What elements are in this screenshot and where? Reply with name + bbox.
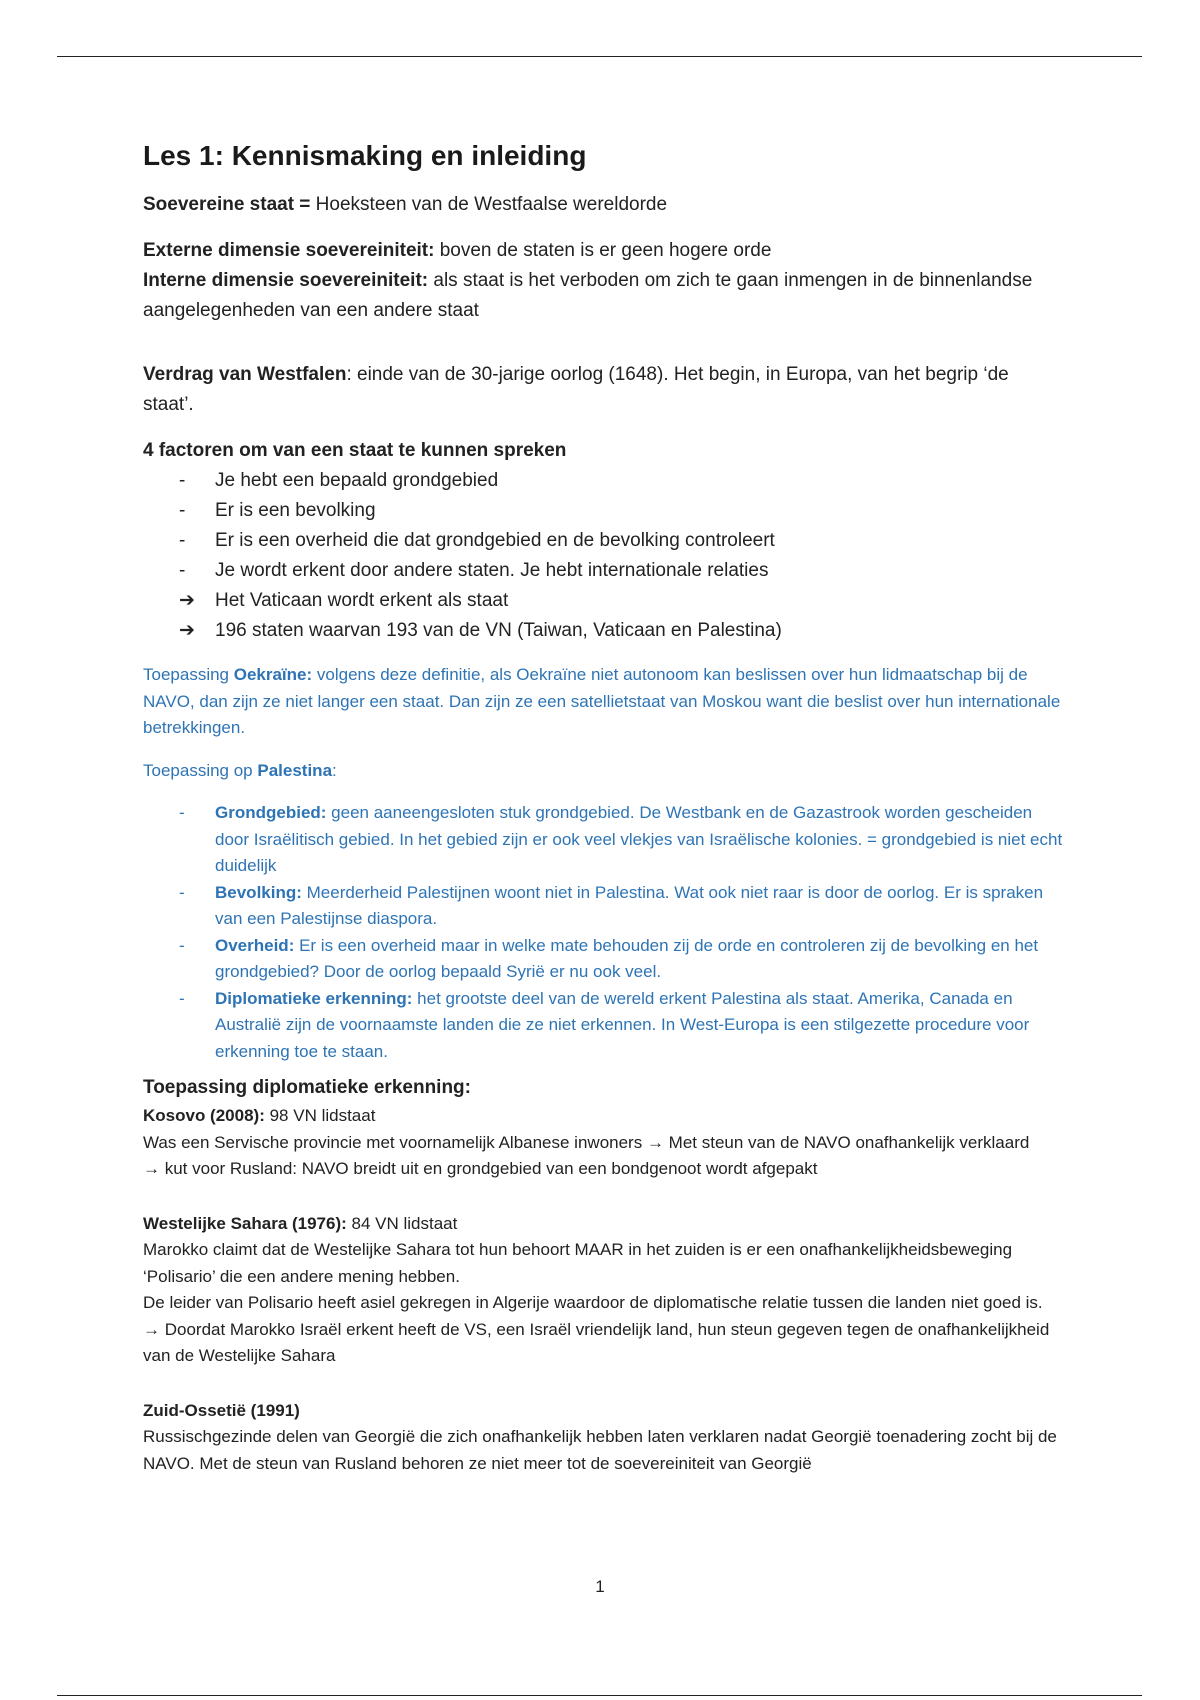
term: Soevereine staat =	[143, 194, 311, 215]
toepassing-palestina-heading: Toepassing op Palestina:	[143, 760, 337, 780]
externe-dimensie: Externe dimensie soevereiniteit: boven de staten is er geen hogere orde	[143, 240, 772, 261]
list-item: - Er is een overheid die dat grondgebied en de bevolking controleert	[179, 530, 775, 551]
footer-rule	[57, 1695, 1142, 1696]
list-item: - Er is een bevolking	[179, 500, 376, 521]
palestina-list	[143, 800, 1063, 1065]
ossetie-heading: Zuid-Ossetië (1991)	[143, 1400, 300, 1420]
factoren-heading: 4 factoren om van een staat te kunnen spreken	[143, 440, 567, 461]
soevereine-staat-definition: Soevereine staat = Hoeksteen van de Westfaalse wereldorde	[143, 194, 668, 215]
sahara-text: De leider van Polisario heeft asiel gekregen in Algerije waardoor de diplomatische relatie tussen die landen niet goed is.	[143, 1293, 1043, 1312]
list-item: - Bevolking: Meerderheid Palestijnen woont niet in Palestina. Wat ook niet raar is door de oorlog. Er is spraken van een Palestijnse diaspora.	[179, 882, 1044, 928]
sahara-arrow: → Doordat Marokko Israël erkent heeft de VS, een Israël vriendelijk land, hun steun gegeven tegen de onafhankelijkheid van de Westelijke Sahara	[143, 1319, 1050, 1365]
list-item: - Je hebt een bepaald grondgebied	[179, 470, 499, 491]
list-item: - Diplomatieke erkenning: het grootste deel van de wereld erkent Palestina als staat. Amerika, Canada en Australië zijn de voornaamste landen die ze niet erkennen. In West-Europa is een stilgezette procedure voor erkenning toe te staan.	[179, 988, 1030, 1061]
toepassing-oekraine: Toepassing Oekraïne: volgens deze definitie, als Oekraïne niet autonoom kan beslissen over hun lidmaatschap bij de NAVO, dan zijn ze niet langer een staat. Dan zijn ze een satellietstaat van Moskou want die beslist over hun internationale betrekkingen.	[143, 665, 1061, 737]
interne-dimensie: Interne dimensie soevereiniteit: als staat is het verboden om zich te gaan inmengen in de binnenlandse aangelegenheden van een andere staat	[143, 270, 1033, 321]
arrow-item: ➔ Het Vaticaan wordt erkent als staat	[143, 586, 1063, 616]
sahara-heading: Westelijke Sahara (1976): 84 VN lidstaat	[143, 1213, 458, 1233]
arrow-icon: ➔	[179, 620, 195, 641]
list-item: - Je wordt erkent door andere staten. Je hebt internationale relaties	[179, 560, 769, 581]
page-title: Les 1: Kennismaking en inleiding	[143, 140, 587, 171]
diplomatieke-erkenning-heading: Toepassing diplomatieke erkenning:	[143, 1077, 471, 1098]
ossetie-text: Russischgezinde delen van Georgië die zich onafhankelijk hebben laten verklaren nadat Georgië toenadering zocht bij de NAVO. Met de steun van Rusland behoren ze niet meer tot de soevereiniteit van Georgië	[143, 1427, 1057, 1473]
verdrag-van-westfalen: Verdrag van Westfalen: einde van de 30-jarige oorlog (1648). Het begin, in Europa, van het begrip ‘de staat’.	[143, 364, 1009, 415]
page-content	[143, 140, 1063, 1477]
arrow-icon: ➔	[179, 590, 195, 611]
sahara-text: Marokko claimt dat de Westelijke Sahara tot hun behoort MAAR in het zuiden is er een onafhankelijkheidsbeweging ‘Polisario’ die een andere mening hebben.	[143, 1240, 1013, 1286]
kosovo-heading: Kosovo (2008): 98 VN lidstaat	[143, 1106, 376, 1125]
kosovo-text: Was een Servische provincie met voornamelijk Albanese inwoners → Met steun van de NAVO onafhankelijk verklaard	[143, 1132, 1030, 1152]
arrow-item: ➔ 196 staten waarvan 193 van de VN (Taiwan, Vaticaan en Palestina)	[143, 616, 1063, 646]
kosovo-arrow: → kut voor Rusland: NAVO breidt uit en grondgebied van een bondgenoot wordt afgepakt	[143, 1159, 818, 1178]
page-number: 1	[595, 1577, 605, 1596]
header-rule	[57, 56, 1142, 57]
list-item: - Grondgebied: geen aaneengesloten stuk grondgebied. De Westbank en de Gazastrook worden gescheiden door Israëlitisch gebied. In het gebied zijn er ook veel vlekjes van Israëlische kolonies. = grondgebied is niet echt duidelijk	[179, 803, 1063, 875]
list-item: - Overheid: Er is een overheid maar in welke mate behouden zij de orde en controleren zij de bevolking en het grondgebied? Door de oorlog bepaald Syrië er nu ook veel.	[179, 935, 1039, 981]
factoren-list	[143, 466, 1063, 646]
